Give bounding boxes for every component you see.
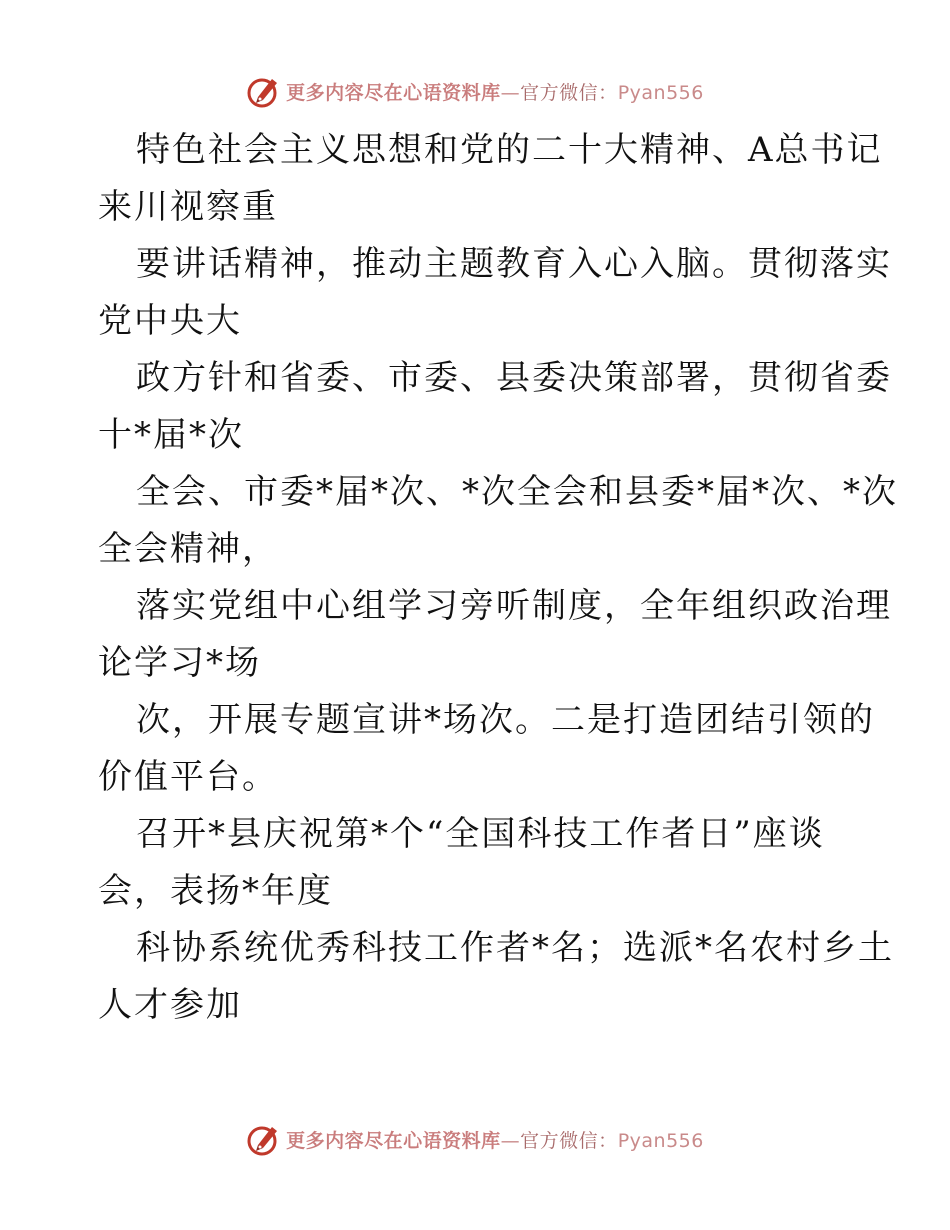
paragraph-line: 全会、市委*届*次、*次全会和县委*届*次、*次 bbox=[136, 472, 898, 512]
paragraph bbox=[98, 464, 898, 578]
footer-separator: — bbox=[500, 1129, 521, 1152]
paragraph-line: 科协系统优秀科技工作者*名；选派*名农村乡土 bbox=[136, 928, 894, 968]
header-id: Pyan556 bbox=[617, 81, 704, 104]
header-banner bbox=[0, 71, 950, 111]
paragraph-line: 党中央大 bbox=[98, 301, 242, 341]
paragraph-line: 十*届*次 bbox=[98, 415, 244, 455]
header-separator: — bbox=[500, 81, 521, 104]
paragraph-line: 人才参加 bbox=[98, 985, 242, 1025]
paragraph-line: 会，表扬*年度 bbox=[98, 871, 333, 911]
paragraph-line: 政方针和省委、市委、县委决策部署，贯彻省委 bbox=[136, 358, 892, 398]
footer-banner-text bbox=[286, 1126, 704, 1153]
paragraph-line: 全会精神， bbox=[98, 529, 278, 569]
footer-sub: 官方微信： bbox=[520, 1129, 618, 1152]
header-sub: 官方微信： bbox=[520, 81, 618, 104]
paragraph bbox=[98, 806, 858, 920]
paragraph-line: 来川视察重 bbox=[98, 187, 278, 227]
paragraph bbox=[98, 122, 883, 236]
document-body bbox=[98, 122, 898, 1034]
paragraph-line: 特色社会主义思想和党的二十大精神、A总书记 bbox=[136, 130, 883, 170]
paragraph-line: 要讲话精神，推动主题教育入心入脑。贯彻落实 bbox=[136, 244, 892, 284]
paragraph-line: 次，开展专题宣讲*场次。二是打造团结引领的 bbox=[136, 700, 875, 740]
paragraph-line: 召开*县庆祝第*个“全国科技工作者日”座谈 bbox=[136, 814, 825, 854]
paragraph-line: 落实党组中心组学习旁听制度，全年组织政治理 bbox=[136, 586, 892, 626]
footer-banner bbox=[0, 1119, 950, 1159]
paragraph bbox=[98, 350, 892, 464]
paragraph bbox=[98, 692, 875, 806]
footer-brand: 更多内容尽在心语资料库 bbox=[286, 1129, 501, 1152]
pen-nib-logo-icon bbox=[246, 1121, 282, 1157]
paragraph-line: 价值平台。 bbox=[98, 757, 278, 797]
paragraph bbox=[98, 920, 894, 1034]
footer-id: Pyan556 bbox=[617, 1129, 704, 1152]
header-brand: 更多内容尽在心语资料库 bbox=[286, 81, 501, 104]
paragraph bbox=[98, 578, 892, 692]
paragraph-line: 论学习*场 bbox=[98, 643, 261, 683]
pen-nib-logo-icon bbox=[246, 73, 282, 109]
paragraph bbox=[98, 236, 892, 350]
header-banner-text bbox=[286, 78, 704, 105]
